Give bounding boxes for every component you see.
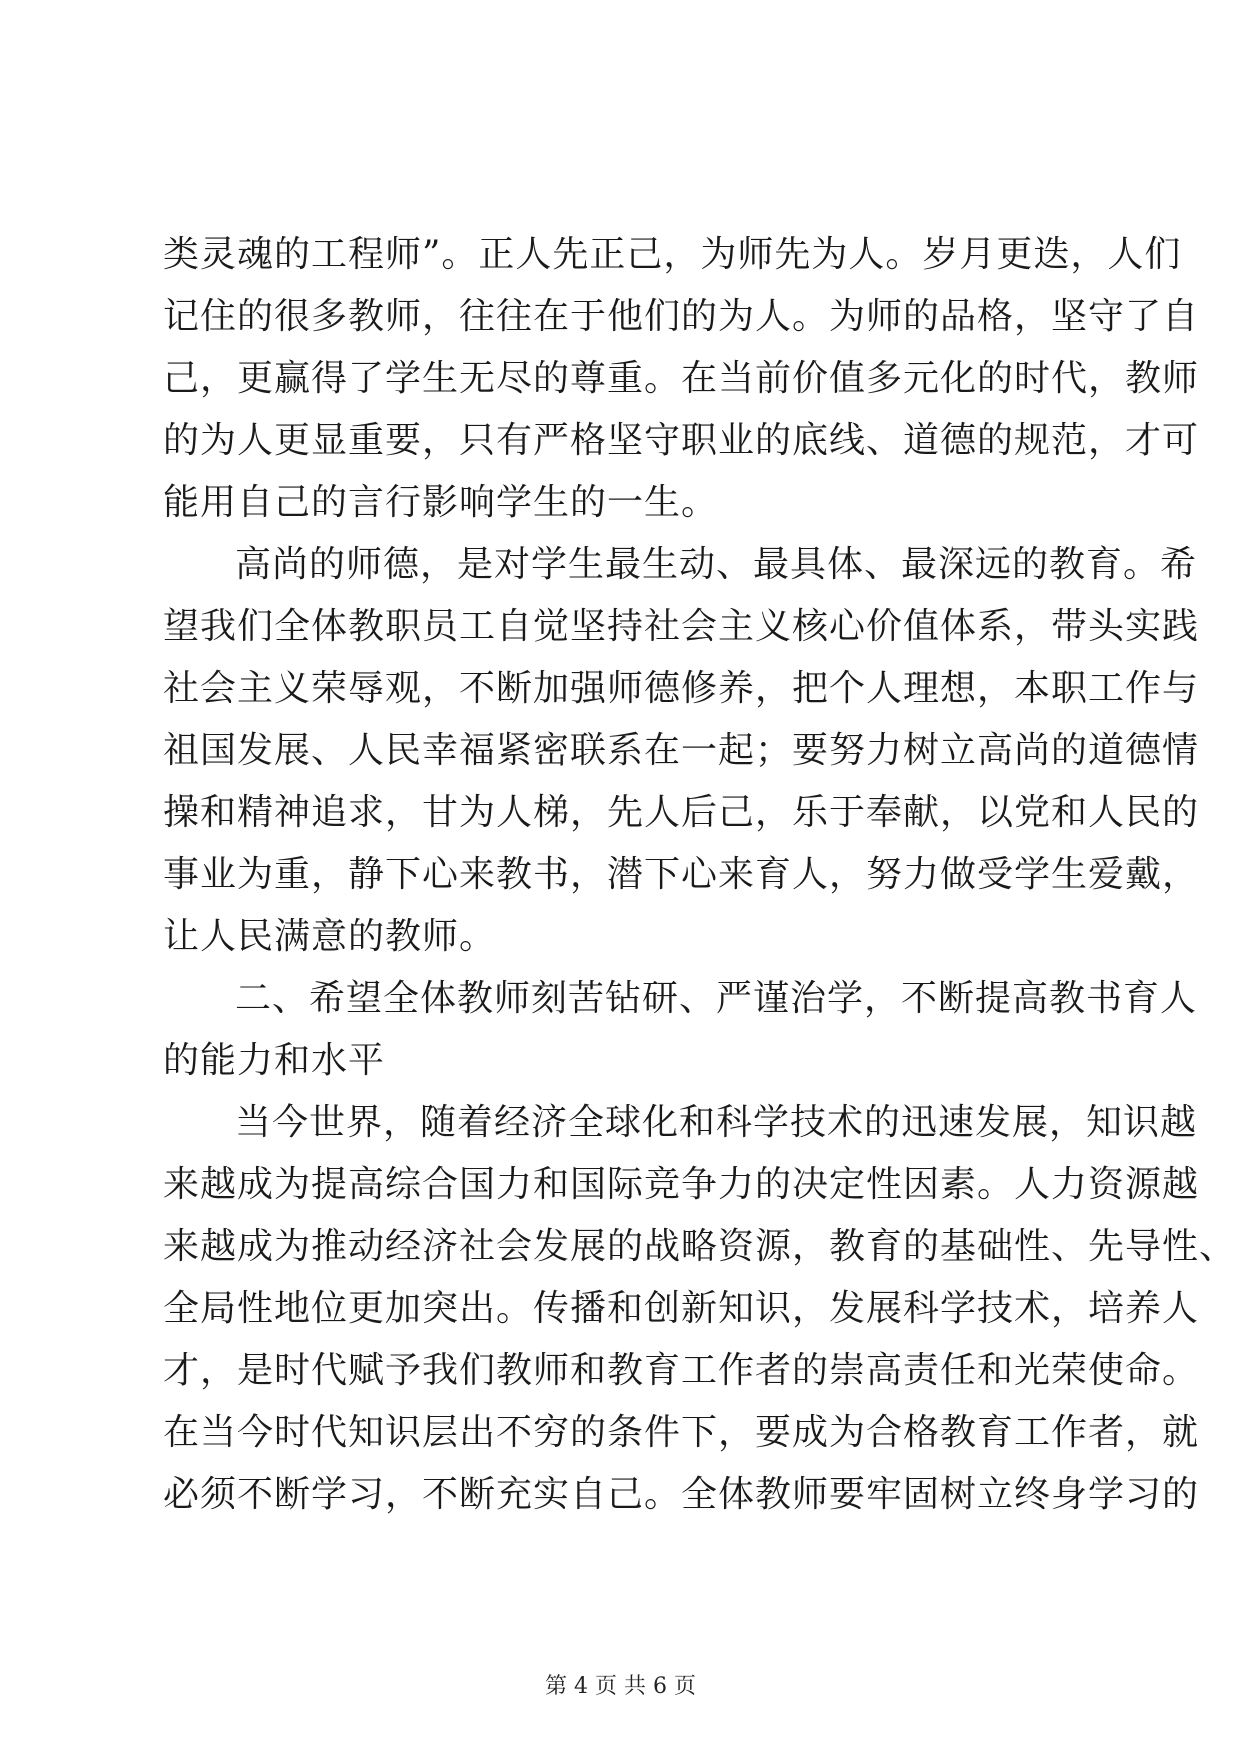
text-line: 的为人更显重要，只有严格坚守职业的底线、道德的规范，才可 bbox=[163, 420, 1200, 461]
paragraph-teacher-ethics bbox=[163, 534, 1200, 968]
text-line: 来越成为提高综合国力和国际竞争力的决定性因素。人力资源越 bbox=[163, 1164, 1200, 1205]
text-line: 类灵魂的工程师”。正人先正己，为师先为人。岁月更迭，人们 bbox=[163, 234, 1182, 275]
paragraph-continuation bbox=[163, 224, 1200, 534]
text-line: 全局性地位更加突出。传播和创新知识，发展科学技术，培养人 bbox=[163, 1288, 1200, 1329]
text-line: 祖国发展、人民幸福紧密联系在一起；要努力树立高尚的道德情 bbox=[163, 730, 1200, 771]
text-line: 才，是时代赋予我们教师和教育工作者的崇高责任和光荣使命。 bbox=[163, 1350, 1200, 1391]
text-line: 社会主义荣辱观，不断加强师德修养，把个人理想，本职工作与 bbox=[163, 668, 1200, 709]
page-number-footer: 第 4 页 共 6 页 bbox=[545, 1674, 696, 1699]
text-line: 能用自己的言行影响学生的一生。 bbox=[163, 482, 719, 523]
text-line: 记住的很多教师，往往在于他们的为人。为师的品格，坚守了自 bbox=[163, 296, 1200, 337]
text-line: 必须不断学习，不断充实自己。全体教师要牢固树立终身学习的 bbox=[163, 1474, 1200, 1515]
text-line: 己，更赢得了学生无尽的尊重。在当前价值多元化的时代，教师 bbox=[163, 358, 1200, 399]
text-line: 当今世界，随着经济全球化和科学技术的迅速发展，知识越 bbox=[235, 1102, 1198, 1143]
text-line: 来越成为推动经济社会发展的战略资源，教育的基础性、先导性、 bbox=[163, 1226, 1237, 1267]
text-line: 事业为重，静下心来教书，潜下心来育人，努力做受学生爱戴， bbox=[163, 854, 1200, 895]
text-line: 在当今时代知识层出不穷的条件下，要成为合格教育工作者，就 bbox=[163, 1412, 1200, 1453]
text-line: 让人民满意的教师。 bbox=[163, 916, 497, 957]
heading-line: 二、希望全体教师刻苦钻研、严谨治学，不断提高教书育人 bbox=[235, 978, 1198, 1019]
document-body bbox=[163, 224, 1237, 1526]
section-heading bbox=[163, 968, 1198, 1092]
text-line: 高尚的师德，是对学生最生动、最具体、最深远的教育。希 bbox=[235, 544, 1198, 585]
text-line: 操和精神追求，甘为人梯，先人后己，乐于奉献，以党和人民的 bbox=[163, 792, 1200, 833]
heading-line: 的能力和水平 bbox=[163, 1040, 386, 1081]
text-line: 望我们全体教职员工自觉坚持社会主义核心价值体系，带头实践 bbox=[163, 606, 1200, 647]
paragraph-learning bbox=[163, 1092, 1237, 1526]
